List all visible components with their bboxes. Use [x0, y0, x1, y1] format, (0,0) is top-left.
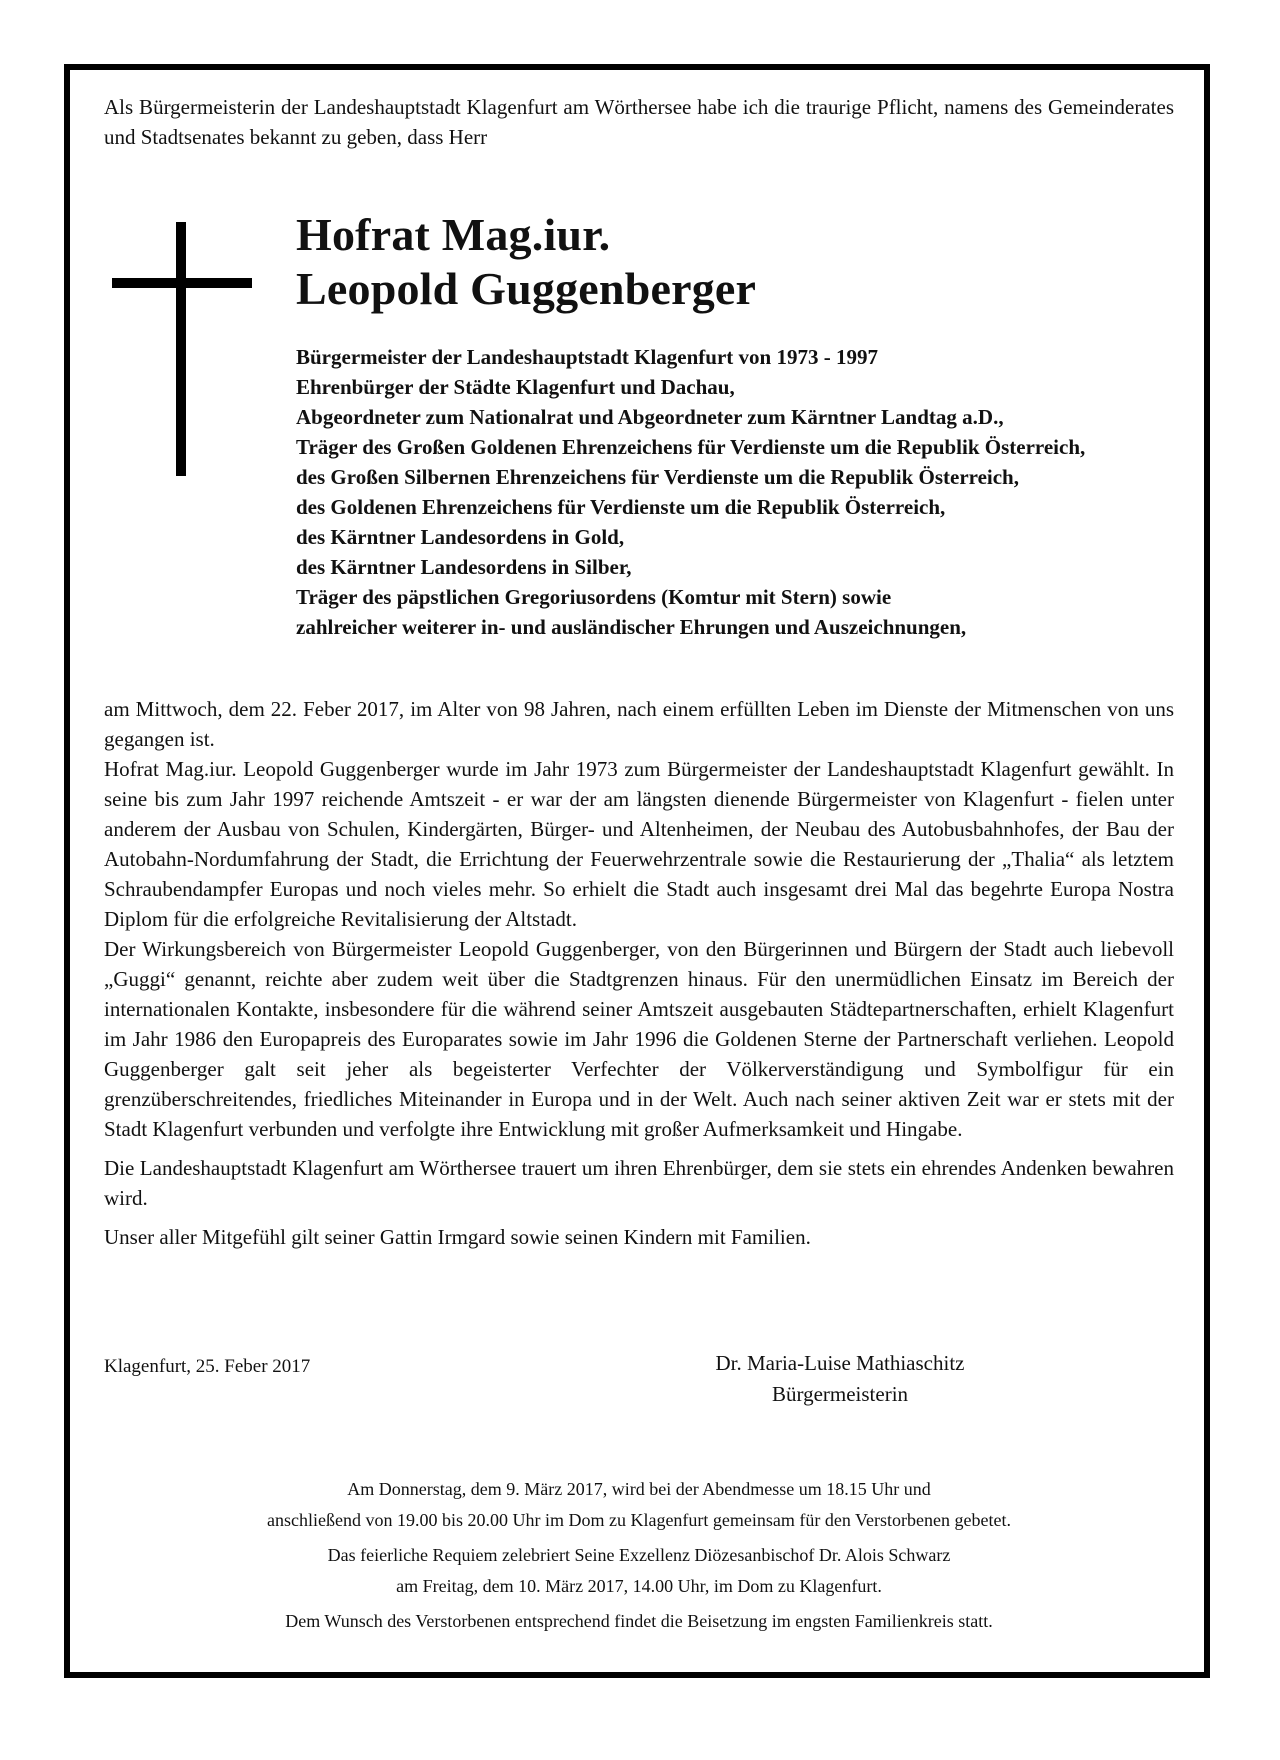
body-paragraph: Hofrat Mag.iur. Leopold Guggenberger wurde im Jahr 1973 zum Bürgermeister der Landeshauptstadt Klagenfurt gewählt. In seine bis zum Jahr 1997 reichende Amtszeit - er war der am längsten dienende Bürgermeister von Klagenfurt - fielen unter anderem der Ausbau von Schulen, Kindergärten, Bürger- und Altenheimen, der Neubau des Autobusbahnhofes, der Bau der Autobahn-Nordumfahrung der Stadt, die Errichtung der Feuerwehrzentrale sowie die Restaurierung der „Thalia“ als letztem Schraubendampfer Europas und noch vieles mehr. So erhielt die Stadt auch insgesamt drei Mal das begehrte Europa Nostra Diplom für die erfolgreiche Revitalisierung der Altstadt. [104, 757, 1174, 931]
honor-line: Ehrenbürger der Städte Klagenfurt und Dachau, [296, 375, 735, 399]
honor-line: des Kärntner Landesordens in Gold, [296, 525, 625, 549]
honor-line: Abgeordneter zum Nationalrat und Abgeordneter zum Kärntner Landtag a.D., [296, 405, 1004, 429]
honor-line: des Großen Silbernen Ehrenzeichens für Verdienste um die Republik Österreich, [296, 465, 1019, 489]
body-paragraph: Die Landeshauptstadt Klagenfurt am Wörthersee trauert um ihren Ehrenbürger, dem sie stets ein ehrendes Andenken bewahren wird. [104, 1156, 1174, 1210]
footer-line: am Freitag, dem 10. März 2017, 14.00 Uhr, im Dom zu Klagenfurt. [396, 1576, 882, 1596]
honors-list [296, 342, 1136, 642]
deceased-name [296, 208, 756, 316]
signature-block [630, 1348, 1050, 1410]
footer-line: Das feierliche Requiem zelebriert Seine Exzellenz Diözesanbischof Dr. Alois Schwarz [327, 1545, 951, 1565]
name-title-line: Hofrat Mag.iur. [296, 209, 611, 260]
footer-line: anschließend von 19.00 bis 20.00 Uhr im Dom zu Klagenfurt gemeinsam für den Verstorbenen gebetet. [267, 1510, 1011, 1530]
intro-text: Als Bürgermeisterin der Landeshauptstadt Klagenfurt am Wörthersee habe ich die traurige Pflicht, namens des Gemeinderates und Stadtsenates bekannt zu geben, dass Herr [104, 95, 1174, 149]
cross-vertical-bar [176, 222, 186, 476]
honor-line: des Kärntner Landesordens in Silber, [296, 555, 632, 579]
honor-line: des Goldenen Ehrenzeichens für Verdienste um die Republik Österreich, [296, 495, 946, 519]
obituary-frame [64, 64, 1210, 1678]
service-announcement [104, 1474, 1174, 1637]
honor-line: zahlreicher weiterer in- und ausländischer Ehrungen und Auszeichnungen, [296, 615, 967, 639]
body-paragraph: am Mittwoch, dem 22. Feber 2017, im Alter von 98 Jahren, nach einem erfüllten Leben im Dienste der Mitmenschen von uns gegangen ist. [104, 697, 1174, 751]
body-paragraph: Unser aller Mitgefühl gilt seiner Gattin Irmgard sowie seinen Kindern mit Familien. [104, 1225, 811, 1249]
signatory-name: Dr. Maria-Luise Mathiaschitz [715, 1351, 965, 1375]
honor-line: Träger des päpstlichen Gregoriusordens (Komtur mit Stern) sowie [296, 585, 892, 609]
name-full-line: Leopold Guggenberger [296, 263, 757, 314]
cross-horizontal-bar [112, 278, 252, 288]
signatory-title: Bürgermeisterin [771, 1382, 909, 1406]
obituary-body [104, 694, 1174, 1252]
honor-line: Bürgermeister der Landeshauptstadt Klagenfurt von 1973 - 1997 [296, 345, 878, 369]
footer-line: Am Donnerstag, dem 9. März 2017, wird bei der Abendmesse um 18.15 Uhr und [347, 1479, 931, 1499]
honor-line: Träger des Großen Goldenen Ehrenzeichens für Verdienste um die Republik Österreich, [296, 435, 1086, 459]
footer-line: Dem Wunsch des Verstorbenen entsprechend findet die Beisetzung im engsten Familienkreis statt. [285, 1611, 993, 1631]
body-paragraph: Der Wirkungsbereich von Bürgermeister Leopold Guggenberger, von den Bürgerinnen und Bürgern der Stadt auch liebevoll „Guggi“ genannt, reichte aber zudem weit über die Stadtgrenzen hinaus. Für den unermüdlichen Einsatz im Bereich der internationalen Kontakte, insbesondere für die während seiner Amtszeit ausgebauten Städtepartnerschaften, erhielt Klagenfurt im Jahr 1986 den Europapreis des Europarates sowie im Jahr 1996 die Goldenen Sterne der Partnerschaft verliehen. Leopold Guggenberger galt seit jeher als begeisterter Verfechter der Völkerverständigung und Symbolfigur für ein grenzüberschreitendes, friedliches Miteinander in Europa und in der Welt. Auch nach seiner aktiven Zeit war er stets mit der Stadt Klagenfurt verbunden und verfolgte ihre Entwicklung mit großer Aufmerksamkeit und Hingabe. [104, 937, 1174, 1141]
place-date: Klagenfurt, 25. Feber 2017 [104, 1356, 311, 1377]
